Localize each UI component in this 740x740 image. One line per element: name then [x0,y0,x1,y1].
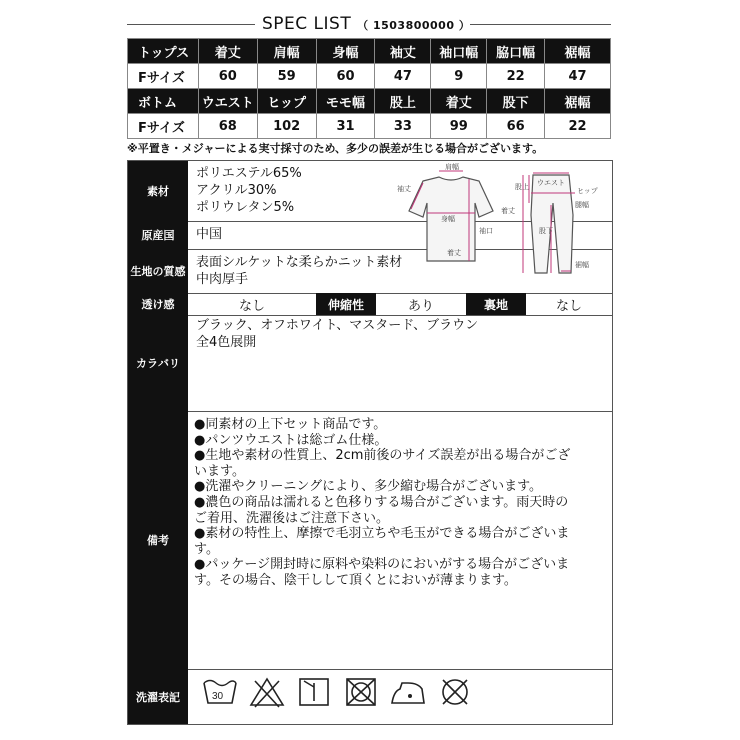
tops-header-cell: 裾幅 [545,39,611,64]
diagram-label-hem: 裾幅 [575,261,589,269]
tops-header-cell: 着丈 [198,39,257,64]
origin-value: 中国 [196,227,223,242]
lining-value: なし [555,298,582,314]
diagram-label-cuff: 袖口 [479,227,493,235]
tops-value-cell: 59 [257,64,316,89]
sheerness-label: 透け感 [128,293,188,315]
bottom-garment-diagram [501,173,598,273]
title-rule-right [470,24,611,25]
diagram-label-length: 着丈 [447,249,461,257]
colors-row [128,315,612,412]
diagram-label-total-length: 着丈 [501,207,515,215]
bottoms-header-cell: 裾幅 [545,89,611,114]
remarks-value: ●同素材の上下セット商品です。 ●パンツウエストは総ゴム仕様。 ●生地や素材の性質上、2cm前後のサイズ誤差が出る場合がござ います。 ●洗濯やクリーニングにより、多少縮む場合がございます。 ●濃色の商品は濡れると色移りする場合がございます。雨天時の ご着用、洗濯後はご注意下さい。 ●素材の特性上、摩擦で毛羽立ちや毛玉ができる場合がございま す。 ●パッケージ開封時に原料や染料のにおいがする場合がございま す。その場合、陰干しして頂くとにおいが薄まります。 [194,417,571,588]
fabric-value: 表面シルケットな柔らかニット素材 中肉厚手 [196,255,403,287]
diagram-label-shoulder: 肩幅 [445,163,459,171]
diagram-label-hip: ヒップ [577,187,598,195]
measurement-diagram [383,163,611,279]
diagram-label-rise: 股上 [515,183,529,191]
remarks-row [128,411,612,670]
tops-header-cell: 袖丈 [375,39,431,64]
spec-box [127,160,613,725]
title-text: SPEC LIST [262,14,352,34]
bottoms-value-cell: 68 [198,114,257,139]
care-row [128,669,612,724]
no-tumble-dry-icon [341,675,381,709]
colors-value: ブラック、オフホワイト、マスタード、ブラウン 全4色展開 [196,318,479,350]
bottoms-header-cell: 着丈 [431,89,487,114]
measurement-note: ※平置き・メジャーによる実寸採寸のため、多少の誤差が生じる場合がございます。 [127,142,544,155]
diagram-label-inseam: 股下 [539,227,553,235]
product-code: （ 1503800000 ） [357,19,471,32]
size-table [127,38,611,139]
diagram-label-sleeve: 袖丈 [397,185,411,193]
bottoms-value-cell: 22 [545,114,611,139]
fabric-label: 生地の質感 [128,249,188,293]
colors-label: カラバリ [128,315,188,411]
stretch-value: あり [407,298,434,314]
wash-30-icon [200,675,240,709]
tops-header-cell: 袖口幅 [431,39,487,64]
tops-value-cell: 47 [375,64,431,89]
tops-value-cell: 60 [316,64,375,89]
iron-low-icon [388,675,428,709]
spec-list-title [0,8,740,38]
sheerness-value: なし [238,298,265,314]
line-dry-icon [294,675,334,709]
properties-row [128,293,612,316]
tops-size-row [128,64,611,89]
origin-label: 原産国 [128,221,188,249]
bottoms-value-cell: 99 [431,114,487,139]
bottoms-header-row [128,89,611,114]
bottoms-header-cell: 股下 [487,89,545,114]
bottoms-value-cell: 102 [257,114,316,139]
care-icons [200,675,475,709]
tops-label: トップス [128,39,199,64]
tops-value-cell: 47 [545,64,611,89]
tops-header-cell: 身幅 [316,39,375,64]
tops-size-label: Fサイズ [128,64,199,89]
bottoms-value-cell: 66 [487,114,545,139]
bottoms-value-cell: 33 [375,114,431,139]
tops-header-cell: 肩幅 [257,39,316,64]
tops-value-cell: 22 [487,64,545,89]
no-bleach-icon [247,675,287,709]
title-rule-left [127,24,255,25]
top-garment-diagram [397,163,493,261]
material-label: 素材 [128,161,188,221]
bottoms-size-row [128,114,611,139]
diagram-label-width: 身幅 [441,215,455,223]
tops-value-cell: 60 [198,64,257,89]
bottoms-value-cell: 31 [316,114,375,139]
tops-header-row [128,39,611,64]
diagram-label-waist: ウエスト [537,179,565,187]
tops-header-cell: 脇口幅 [487,39,545,64]
bottoms-size-label: Fサイズ [128,114,199,139]
wash-temp: 30 [212,691,224,702]
tops-value-cell: 9 [431,64,487,89]
care-label: 洗濯表記 [128,669,188,724]
no-dry-clean-icon [435,675,475,709]
material-value: ポリエステル65% アクリル30% ポリウレタン5% [196,166,302,215]
stretch-label: 伸縮性 [316,293,376,315]
bottoms-header-cell: モモ幅 [316,89,375,114]
bottoms-label: ボトム [128,89,199,114]
lining-label: 裏地 [466,293,526,315]
bottoms-header-cell: ヒップ [257,89,316,114]
bottoms-header-cell: ウエスト [198,89,257,114]
remarks-label: 備考 [128,411,188,669]
diagram-label-thigh: 腿幅 [575,201,589,209]
bottoms-header-cell: 股上 [375,89,431,114]
